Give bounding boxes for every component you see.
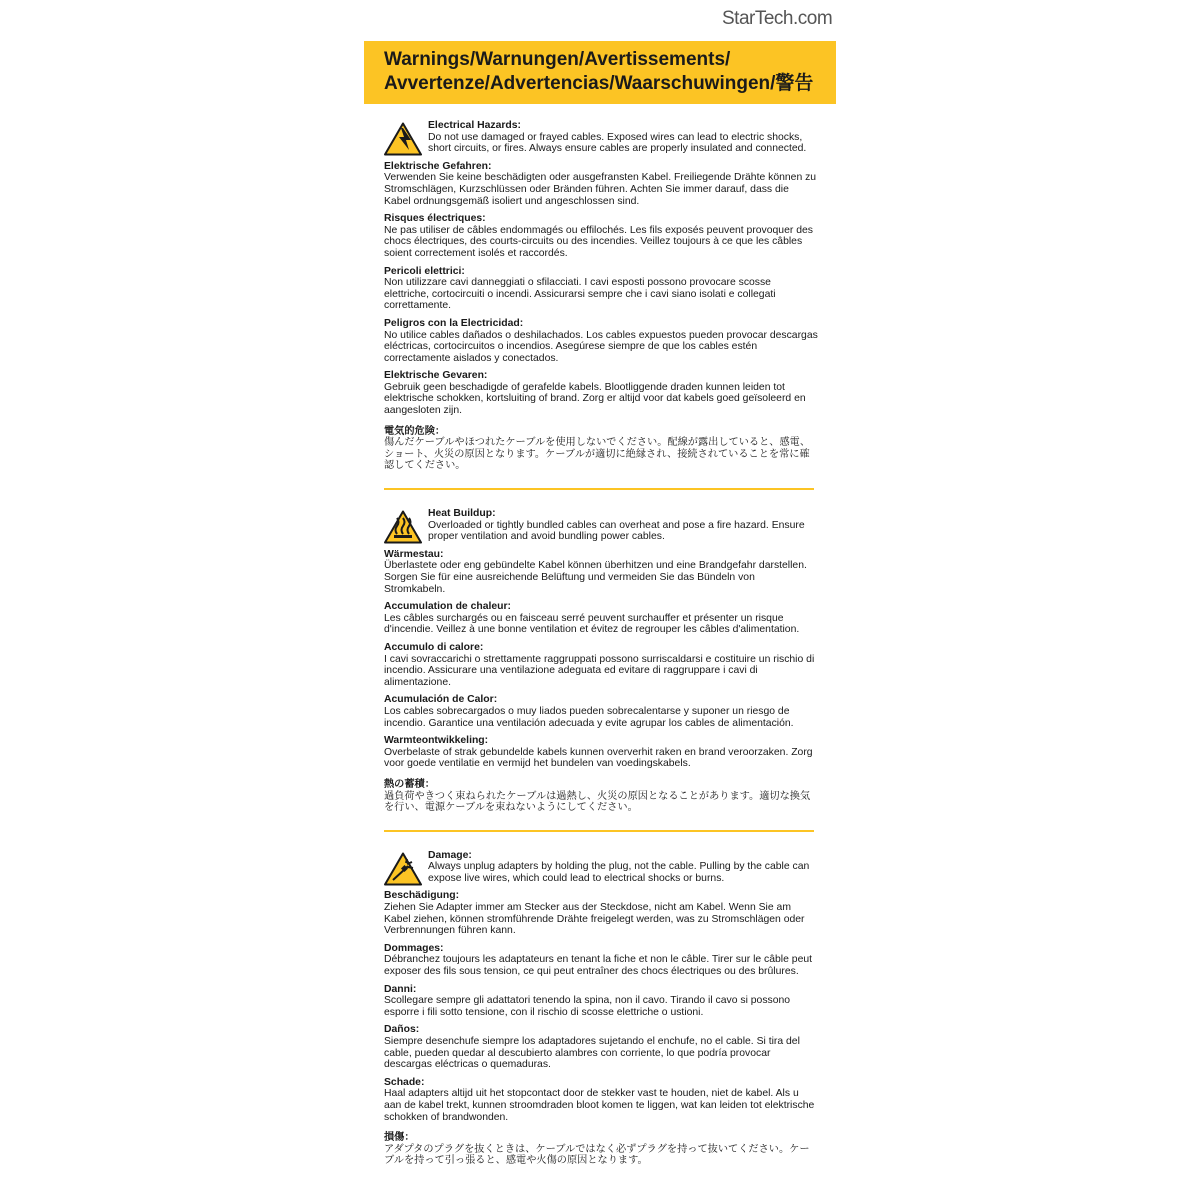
warning-block — [384, 642, 818, 688]
warning-heading: Danni: — [384, 983, 417, 995]
warning-heading: Wärmestau: — [384, 548, 444, 560]
page-title — [384, 48, 824, 96]
warning-heading: Elektrische Gevaren: — [384, 370, 488, 382]
warning-block — [384, 943, 818, 978]
warning-heading: Accumulo di calore: — [384, 641, 484, 653]
warning-block — [384, 161, 818, 207]
warning-text: アダプタのプラグを抜くときは、ケーブルではなく必ずプラグを持って抜いてください。ケーブルを持って引っ張ると、感電や火傷の原因となります。 — [384, 1143, 810, 1167]
warning-heading: Daños: — [384, 1024, 420, 1036]
warning-text: Always unplug adapters by holding the plug, not the cable. Pulling by the cable can expose live wires, which could lead to electrical shocks or burns. — [428, 861, 810, 884]
warning-block — [428, 508, 818, 543]
warning-section — [384, 508, 818, 814]
warning-heading: Elektrische Gefahren: — [384, 160, 492, 172]
section-divider — [384, 488, 814, 490]
warning-heading: Peligros con la Electricidad: — [384, 317, 524, 329]
warning-text: Do not use damaged or frayed cables. Exposed wires can lead to electric shocks, short circuits, or fires. Always ensure cables are properly insulated and connected. — [428, 131, 807, 155]
warning-text: Haal adapters altijd uit het stopcontact door de stekker vast te houden, niet de kabel. Als u aan de kabel trekt, kunnen stroomdraden bloot komen te liggen, wat kan leiden tot elektrische schokken of brandwonden. — [384, 1088, 815, 1123]
warning-text: No utilice cables dañados o deshilachados. Los cables expuestos pueden provocar descargas eléctricas, cortocircuitos o incendios. Asegúrese siempre de que los cables estén correctamente aislados y conectados. — [384, 329, 818, 364]
warning-heading: Dommages: — [384, 942, 444, 954]
warning-block — [384, 549, 818, 595]
warning-text: Non utilizzare cavi danneggiati o sfilacciati. I cavi esposti possono provocare scosse elettriche, cortocircuiti o incendi. Assicurarsi sempre che i cavi siano isolati e collegati correttamente. — [384, 277, 776, 312]
title-line-2: Avvertenze/Advertencias/Waarschuwingen/警告 — [384, 73, 814, 94]
warning-block — [384, 735, 818, 770]
warning-text: Ne pas utiliser de câbles endommagés ou effilochés. Les fils exposés peuvent provoquer des chocs électriques, des courts-circuits ou des incendies. Veillez toujours à ce que les câbles soient correctement isolés et raccordés. — [384, 224, 813, 259]
warning-heading: 損傷： — [384, 1132, 415, 1144]
warning-block — [384, 370, 818, 416]
warning-text: Gebruik geen beschadigde of gerafelde kabels. Blootliggende draden kunnen leiden tot elektrische schokken, kortsluiting of brand. Zorg er altijd voor dat kabels goed geïsoleerd en aangesloten zijn. — [384, 381, 806, 417]
warning-block — [384, 213, 818, 259]
warning-heading: Accumulation de chaleur: — [384, 601, 512, 613]
warning-block — [384, 779, 818, 814]
warning-section — [384, 850, 818, 1167]
warnings-banner — [364, 41, 836, 104]
warning-heading: Warmteontwikkeling: — [384, 735, 489, 747]
warning-text: Overbelaste of strak gebundelde kabels kunnen oververhit raken en brand veroorzaken. Zorg voor goede ventilatie en vermijd het bundelen van voedingskabels. — [384, 746, 813, 770]
warning-heading: Pericoli elettrici: — [384, 265, 465, 277]
warning-text: Verwenden Sie keine beschädigten oder ausgefransten Kabel. Freiliegende Drähte können zu Stromschlägen, Kurzschlüssen oder Bränden führen. Achten Sie immer darauf, dass die Kabel ordnungsgemäß isoliert und angeschlossen sind. — [384, 172, 817, 207]
startech-logo: StarTech.com — [722, 8, 833, 29]
damage-hazard-icon — [384, 852, 422, 886]
heat-hazard-icon — [384, 510, 422, 544]
warning-heading: Schade: — [384, 1076, 425, 1088]
warning-block — [384, 694, 818, 729]
title-line-1: Warnings/Warnungen/Avertissements/ — [384, 49, 731, 70]
warning-text: Überlastete oder eng gebündelte Kabel können überhitzen und eine Brandgefahr darstellen. Sorgen Sie für eine ausreichende Belüftung und vermeiden Sie das Bündeln von Stromkabeln. — [384, 560, 807, 595]
warning-block — [384, 1077, 818, 1123]
warning-block — [384, 1132, 818, 1167]
warning-text: Overloaded or tightly bundled cables can overheat and pose a fire hazard. Ensure proper ventilation and avoid bundling power cables. — [428, 519, 805, 543]
warning-section — [384, 120, 818, 472]
warning-heading: Acumulación de Calor: — [384, 694, 498, 706]
warning-text: Débranchez toujours les adaptateurs en tenant la fiche et non le câble. Tirer sur le câble peut exposer des fils sous tension, ce qui peut entraîner des chocs électriques ou des brûlures. — [384, 954, 813, 978]
warning-text: Ziehen Sie Adapter immer am Stecker aus der Steckdose, nicht am Kabel. Wenn Sie am Kabel ziehen, können stromführende Drähte freigelegt werden, was zu Stromschlägen oder Verbrennungen führen kann. — [384, 902, 805, 937]
warning-text: 過負荷やきつく束ねられたケーブルは過熱し、火災の原因となることがあります。適切な換気を行い、電源ケーブルを束ねないようにしてください。 — [384, 790, 811, 814]
warning-block — [384, 266, 818, 312]
warning-text: Les câbles surchargés ou en faisceau serré peuvent surchauffer et présenter un risque d'incendie. Veillez à une bonne ventilation et évitez de regrouper les câbles d'alimentation. — [384, 612, 800, 636]
warning-heading: Electrical Hazards: — [428, 120, 521, 131]
warning-heading: Heat Buildup: — [428, 508, 496, 520]
warnings-content — [384, 120, 818, 1173]
electrical-hazard-icon — [384, 122, 422, 156]
warning-text: I cavi sovraccarichi o strettamente raggruppati possono surriscaldarsi e costituire un rischio di incendio. Assicurare una ventilazione adeguata ed evitare di raggruppare i cavi di alimentazione. — [384, 653, 815, 688]
warning-block — [384, 1024, 818, 1070]
warning-heading: 熱の蓄積： — [384, 778, 435, 790]
warning-heading: Beschädigung: — [384, 890, 460, 902]
warning-block — [384, 426, 818, 472]
warning-block — [384, 318, 818, 364]
warning-block — [428, 120, 818, 155]
warning-block — [384, 601, 818, 636]
warning-heading: Risques électriques: — [384, 213, 486, 225]
warning-block — [428, 850, 818, 885]
warning-text: 傷んだケーブルやほつれたケーブルを使用しないでください。配線が露出していると、感電、ショート、火災の原因となります。ケーブルが適切に絶縁され、接続されていることを常に確認してください。 — [384, 437, 811, 472]
warning-block — [384, 984, 818, 1019]
warning-text: Los cables sobrecargados o muy liados pueden sobrecalentarse y suponer un riesgo de incendio. Garantice una ventilación adecuada y evite agrupar los cables de alimentación. — [384, 705, 794, 729]
section-divider — [384, 830, 814, 832]
warning-block — [384, 890, 818, 936]
warning-heading: 電気的危険： — [384, 425, 446, 437]
warning-text: Siempre desenchufe siempre los adaptadores sujetando el enchufe, no el cable. Si tira del cable, pueden quedar al descubierto alambres con corriente, lo que podría provocar descargas eléctricas o quemaduras. — [384, 1036, 800, 1071]
warning-heading: Damage: — [428, 849, 472, 861]
warning-text: Scollegare sempre gli adattatori tenendo la spina, non il cavo. Tirando il cavo si possono esporre i fili sotto tensione, con il rischio di scosse elettriche o ustioni. — [384, 995, 791, 1018]
